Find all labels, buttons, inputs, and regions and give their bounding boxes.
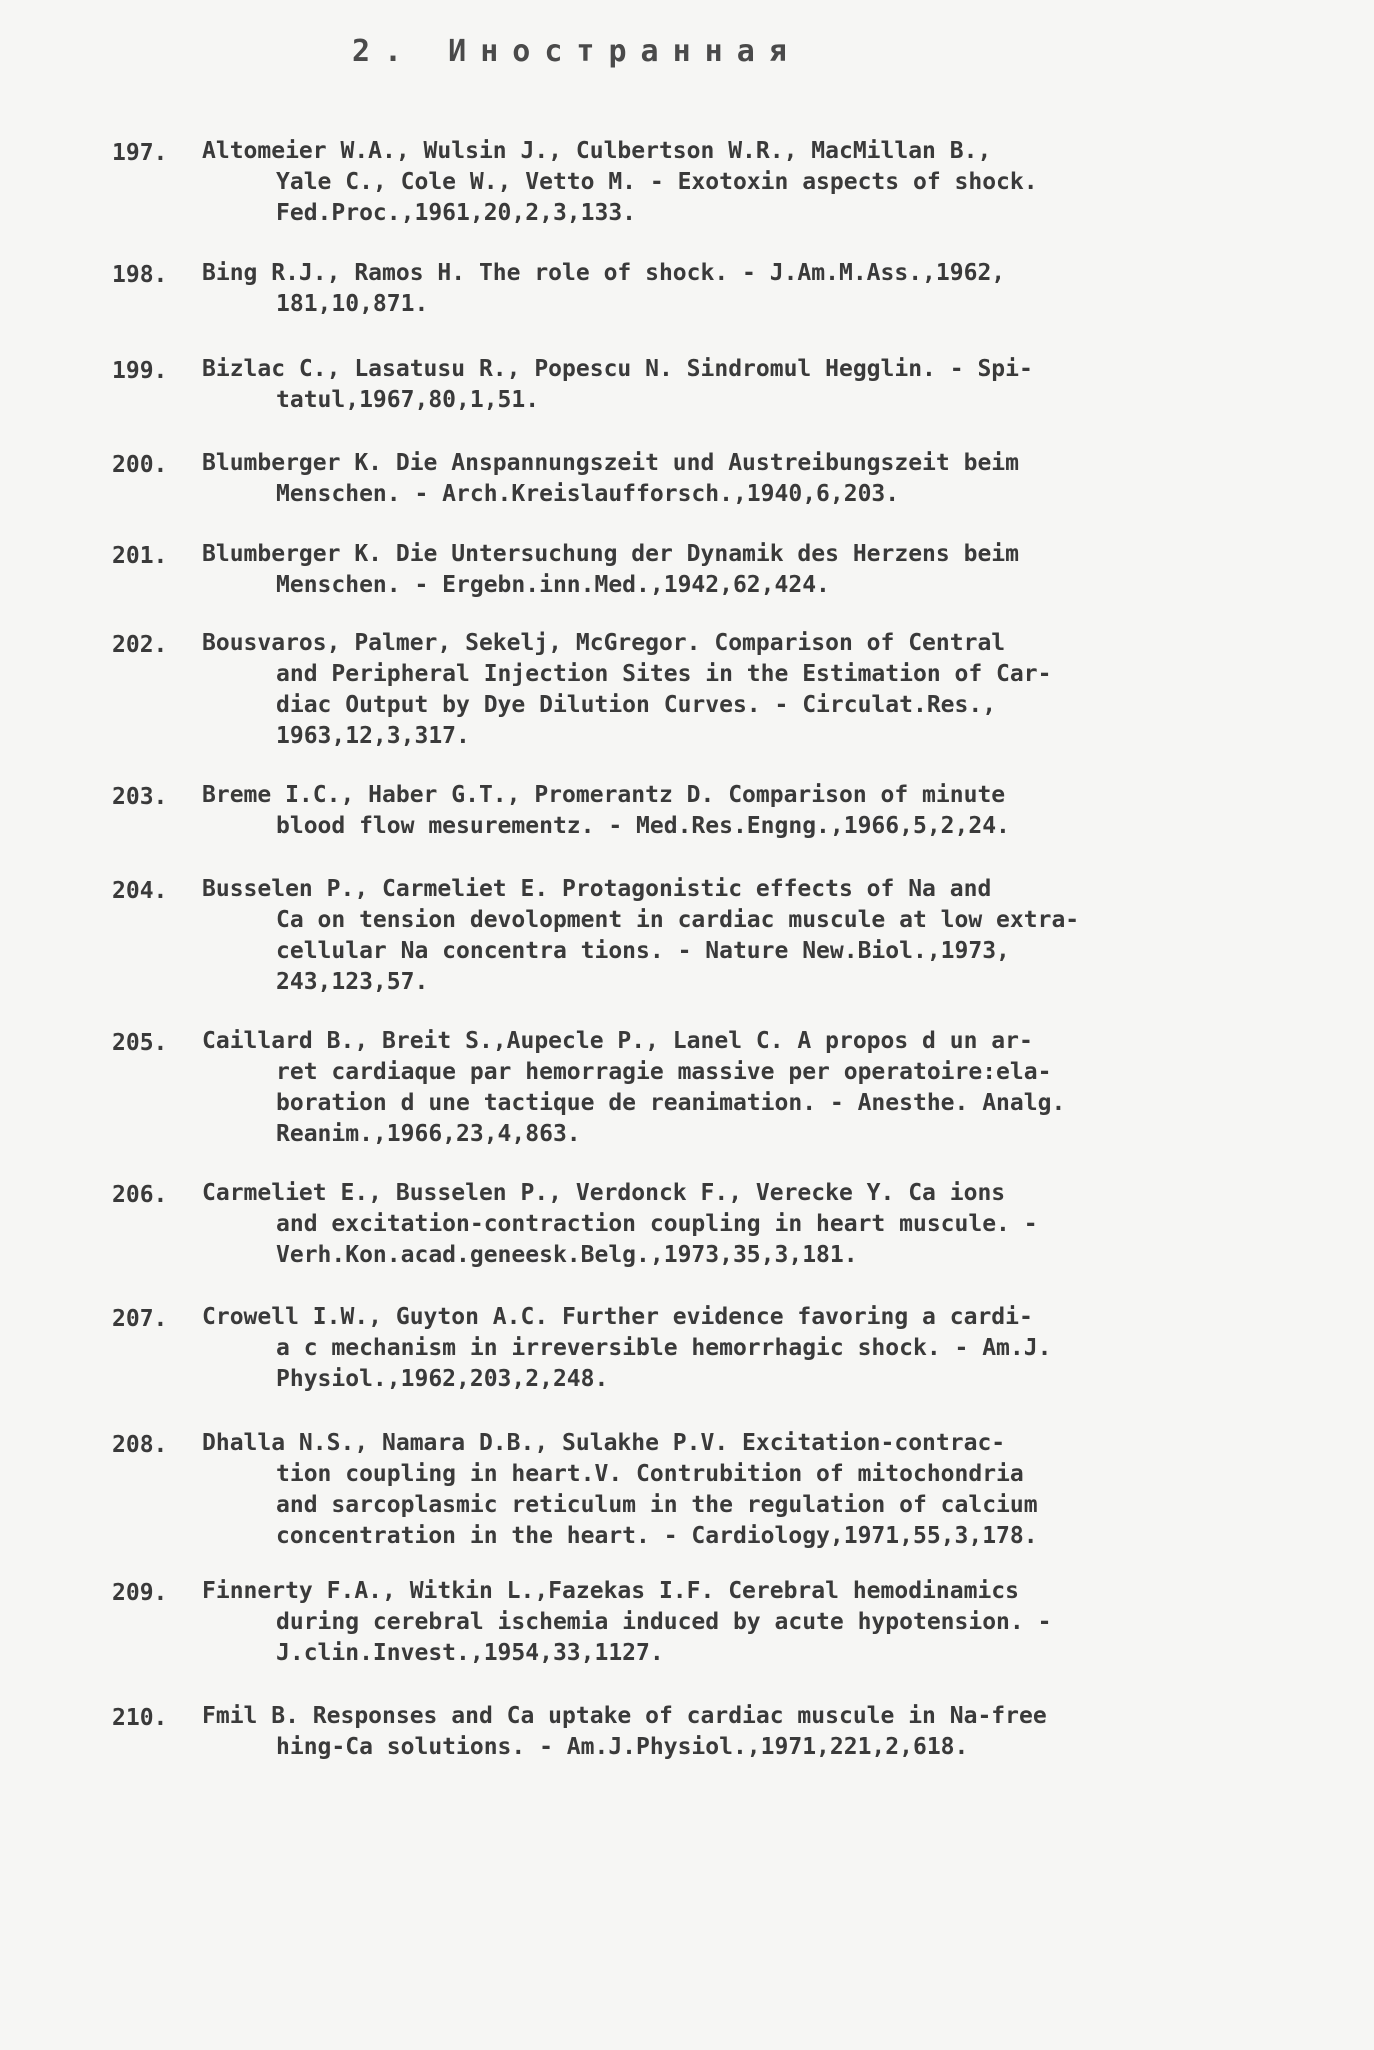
entry-line: Bing R.J., Ramos H. The role of shock. - J.Am.M.Ass.,1962, (202, 260, 1006, 286)
entry-number: 209. (112, 1580, 168, 1606)
entry-line: Menschen. - Ergebn.inn.Med.,1942,62,424. (276, 572, 830, 598)
entry-line: Physiol.,1962,203,2,248. (276, 1366, 609, 1392)
entry-number: 203. (112, 784, 168, 810)
entry-number: 198. (112, 262, 168, 288)
entry-line: Crowell I.W., Guyton A.C. Further evidence favoring a cardi- (202, 1304, 1033, 1330)
entry-line: Caillard B., Breit S.,Aupecle P., Lanel C. A propos d un ar- (202, 1028, 1033, 1054)
entry-line: cellular Na concentra tions. - Nature New.Biol.,1973, (276, 938, 1010, 964)
entry-number: 206. (112, 1182, 168, 1208)
entry-number: 197. (112, 140, 168, 166)
entry-line: during cerebral ischemia induced by acute hypotension. - (276, 1609, 1052, 1635)
entry-line: blood flow mesurementz. - Med.Res.Engng.,1966,5,2,24. (276, 813, 1010, 839)
entry-number: 200. (112, 452, 168, 478)
entry-line: tion coupling in heart.V. Contrubition of mitochondria (276, 1461, 1024, 1487)
entry-line: Menschen. - Arch.Kreislaufforsch.,1940,6,203. (276, 481, 900, 507)
entry-line: Fmil B. Responses and Ca uptake of cardiac muscule in Na-free (202, 1703, 1047, 1729)
entry-line: Ca on tension devolopment in cardiac muscule at low extra- (276, 907, 1080, 933)
entry-line: concentration in the heart. - Cardiology,1971,55,3,178. (276, 1523, 1038, 1549)
entry-line: Carmeliet E., Busselen P., Verdonck F., Verecke Y. Ca ions (202, 1180, 1006, 1206)
entry-number: 201. (112, 543, 168, 569)
entry-line: tatul,1967,80,1,51. (276, 387, 540, 413)
entry-number: 207. (112, 1306, 168, 1332)
entry-line: 181,10,871. (276, 291, 429, 317)
entry-line: Blumberger K. Die Untersuchung der Dynamik des Herzens beim (202, 541, 1019, 567)
entry-number: 199. (112, 358, 168, 384)
entry-line: and excitation-contraction coupling in heart muscule. - (276, 1211, 1038, 1237)
entry-line: Busselen P., Carmeliet E. Protagonistic effects of Na and (202, 876, 992, 902)
section-heading: 2. Иностранная (352, 34, 801, 69)
entry-line: Finnerty F.A., Witkin L.,Fazekas I.F. Cerebral hemodinamics (202, 1578, 1019, 1604)
entry-number: 202. (112, 632, 168, 658)
entry-line: diac Output by Dye Dilution Curves. - Circulat.Res., (276, 692, 997, 718)
entry-line: Breme I.C., Haber G.T., Promerantz D. Comparison of minute (202, 782, 1006, 808)
entry-number: 205. (112, 1030, 168, 1056)
entry-line: J.clin.Invest.,1954,33,1127. (276, 1640, 664, 1666)
entry-line: Blumberger K. Die Anspannungszeit und Austreibungszeit beim (202, 450, 1019, 476)
entry-line: Verh.Kon.acad.geneesk.Belg.,1973,35,3,181. (276, 1242, 858, 1268)
entry-line: and sarcoplasmic reticulum in the regulation of calcium (276, 1492, 1038, 1518)
entry-line: 1963,12,3,317. (276, 723, 470, 749)
entry-line: Yale C., Cole W., Vetto M. - Exotoxin aspects of shock. (276, 169, 1038, 195)
entry-line: Dhalla N.S., Namara D.B., Sulakhe P.V. Excitation-contrac- (202, 1430, 1006, 1456)
entry-line: Fed.Proc.,1961,20,2,3,133. (276, 200, 637, 226)
entry-line: a c mechanism in irreversible hemorrhagic shock. - Am.J. (276, 1335, 1052, 1361)
entry-line: and Peripheral Injection Sites in the Estimation of Car- (276, 661, 1052, 687)
entry-number: 204. (112, 878, 168, 904)
entry-line: Reanim.,1966,23,4,863. (276, 1121, 581, 1147)
entry-line: Bizlac C., Lasatusu R., Popescu N. Sindromul Hegglin. - Spi- (202, 356, 1033, 382)
entry-line: hing-Ca solutions. - Am.J.Physiol.,1971,221,2,618. (276, 1734, 969, 1760)
entry-line: Bousvaros, Palmer, Sekelj, McGregor. Comparison of Central (202, 630, 1006, 656)
entry-number: 208. (112, 1432, 168, 1458)
entry-line: ret cardiaque par hemorragie massive per operatoire:ela- (276, 1059, 1052, 1085)
entry-line: Altomeier W.A., Wulsin J., Culbertson W.R., MacMillan B., (202, 138, 992, 164)
entry-line: boration d une tactique de reanimation. - Anesthe. Analg. (276, 1090, 1066, 1116)
entry-line: 243,123,57. (276, 969, 429, 995)
entry-number: 210. (112, 1705, 168, 1731)
